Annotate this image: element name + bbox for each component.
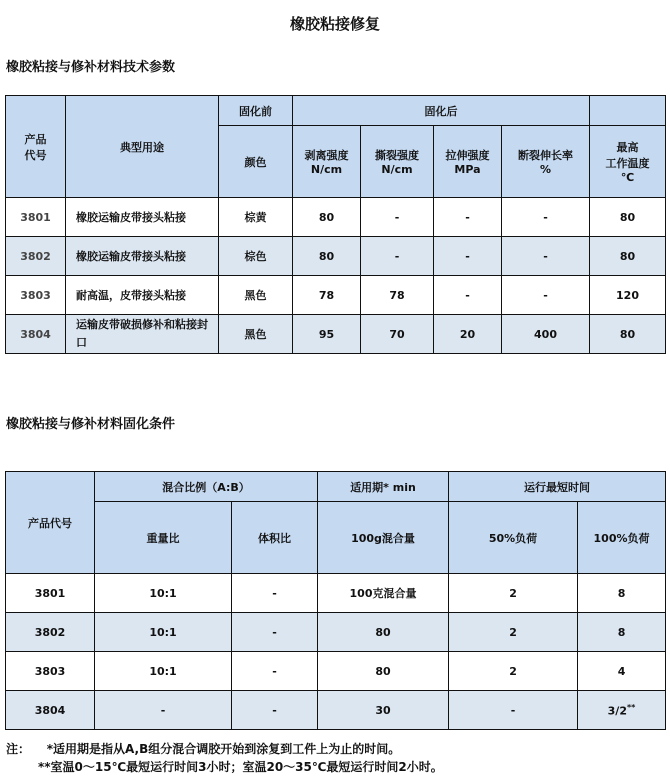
- load-100-value: 3/2: [607, 704, 627, 718]
- header-before-cure: 固化前: [219, 96, 293, 126]
- cell-load-100: 8: [578, 574, 666, 613]
- cell-max-temp: 80: [590, 198, 666, 237]
- cell-load-100: [578, 691, 666, 730]
- section-title-curing: 橡胶粘接与修补材料固化条件: [6, 417, 176, 432]
- cell-load-100: 8: [578, 613, 666, 652]
- table-row: [6, 613, 666, 652]
- header-product-code: 产品 代号: [6, 96, 66, 198]
- cell-elongation: -: [502, 237, 590, 276]
- cell-tear: -: [361, 237, 434, 276]
- cell-peel: 78: [293, 276, 361, 315]
- cell-color: 黑色: [219, 276, 293, 315]
- header-blank: [590, 96, 666, 126]
- cell-tear: 78: [361, 276, 434, 315]
- header-after-cure: 固化后: [293, 96, 590, 126]
- header-peel-strength: 剥离强度 N/cm: [293, 126, 361, 198]
- header-tear-strength: 撕裂强度 N/cm: [361, 126, 434, 198]
- cell-code: 3803: [6, 276, 66, 315]
- header-load-100: 100%负荷: [578, 502, 666, 574]
- table-row: [6, 652, 666, 691]
- note-label: 注：: [6, 742, 31, 756]
- table-row: [6, 237, 666, 276]
- cell-weight-ratio: 10:1: [95, 574, 232, 613]
- cell-max-temp: 80: [590, 315, 666, 354]
- cell-volume-ratio: -: [232, 574, 318, 613]
- cell-volume-ratio: -: [232, 691, 318, 730]
- section-title-parameters: 橡胶粘接与修补材料技术参数: [6, 60, 176, 75]
- cell-elongation: -: [502, 198, 590, 237]
- cell-code: 3801: [6, 574, 95, 613]
- cell-weight-ratio: 10:1: [95, 613, 232, 652]
- cell-tensile: -: [434, 198, 502, 237]
- cell-pot-life: 80: [318, 652, 449, 691]
- header-min-run-time: 运行最短时间: [449, 472, 666, 502]
- cell-elongation: 400: [502, 315, 590, 354]
- header-mix-ratio: 混合比例（A:B）: [95, 472, 318, 502]
- cell-max-temp: 120: [590, 276, 666, 315]
- note-line-2: **室温0～15℃最短运行时间3小时；室温20～35℃最短运行时间2小时。: [38, 760, 443, 774]
- cell-code: 3804: [6, 315, 66, 354]
- cell-load-50: 2: [449, 574, 578, 613]
- cell-code: 3804: [6, 691, 95, 730]
- cell-tensile: -: [434, 276, 502, 315]
- cell-tensile: 20: [434, 315, 502, 354]
- cell-load-50: 2: [449, 652, 578, 691]
- cell-pot-life: 30: [318, 691, 449, 730]
- header-color: 颜色: [219, 126, 293, 198]
- cell-color: 棕色: [219, 237, 293, 276]
- table-row: [6, 574, 666, 613]
- page-title: 橡胶粘接修复: [289, 15, 380, 33]
- header-elongation: 断裂伸长率 %: [502, 126, 590, 198]
- cell-usage: 橡胶运输皮带接头粘接: [66, 237, 219, 276]
- cell-load-50: 2: [449, 613, 578, 652]
- cell-code: 3802: [6, 613, 95, 652]
- table-row: [6, 198, 666, 237]
- cell-volume-ratio: -: [232, 652, 318, 691]
- cell-usage: 橡胶运输皮带接头粘接: [66, 198, 219, 237]
- cell-load-100: 4: [578, 652, 666, 691]
- header-volume-ratio: 体积比: [232, 502, 318, 574]
- cell-weight-ratio: 10:1: [95, 652, 232, 691]
- cell-code: 3801: [6, 198, 66, 237]
- notes: [6, 740, 443, 776]
- header-usage: 典型用途: [66, 96, 219, 198]
- table-row: [6, 276, 666, 315]
- cell-tensile: -: [434, 237, 502, 276]
- cell-code: 3803: [6, 652, 95, 691]
- cell-color: 棕黄: [219, 198, 293, 237]
- cell-load-50: -: [449, 691, 578, 730]
- cell-max-temp: 80: [590, 237, 666, 276]
- parameters-table: [5, 95, 666, 354]
- cell-usage: 运输皮带破损修补和粘接封口: [66, 315, 219, 354]
- cell-volume-ratio: -: [232, 613, 318, 652]
- cell-tear: 70: [361, 315, 434, 354]
- table-row: [6, 691, 666, 730]
- header-load-50: 50%负荷: [449, 502, 578, 574]
- load-100-footnote-mark: **: [626, 702, 636, 712]
- cell-peel: 80: [293, 198, 361, 237]
- note-line-1: [6, 740, 443, 758]
- cell-usage: 耐高温，皮带接头粘接: [66, 276, 219, 315]
- cell-tear: -: [361, 198, 434, 237]
- header-weight-ratio: 重量比: [95, 502, 232, 574]
- cell-pot-life: 80: [318, 613, 449, 652]
- cell-peel: 80: [293, 237, 361, 276]
- cell-peel: 95: [293, 315, 361, 354]
- cell-code: 3802: [6, 237, 66, 276]
- header-tensile-strength: 拉伸强度 MPa: [434, 126, 502, 198]
- header-max-temp: 最高 工作温度 ℃: [590, 126, 666, 198]
- header-product-code: 产品代号: [6, 472, 95, 574]
- cell-weight-ratio: -: [95, 691, 232, 730]
- note-text-1: *适用期是指从A,B组分混合调胶开始到涂复到工件上为止的时间。: [46, 742, 401, 756]
- cell-color: 黑色: [219, 315, 293, 354]
- cell-elongation: -: [502, 276, 590, 315]
- header-mix-100g: 100g混合量: [318, 502, 449, 574]
- cell-pot-life: 100克混合量: [318, 574, 449, 613]
- table-row: [6, 315, 666, 354]
- header-pot-life: 适用期* min: [318, 472, 449, 502]
- curing-table: [5, 471, 666, 730]
